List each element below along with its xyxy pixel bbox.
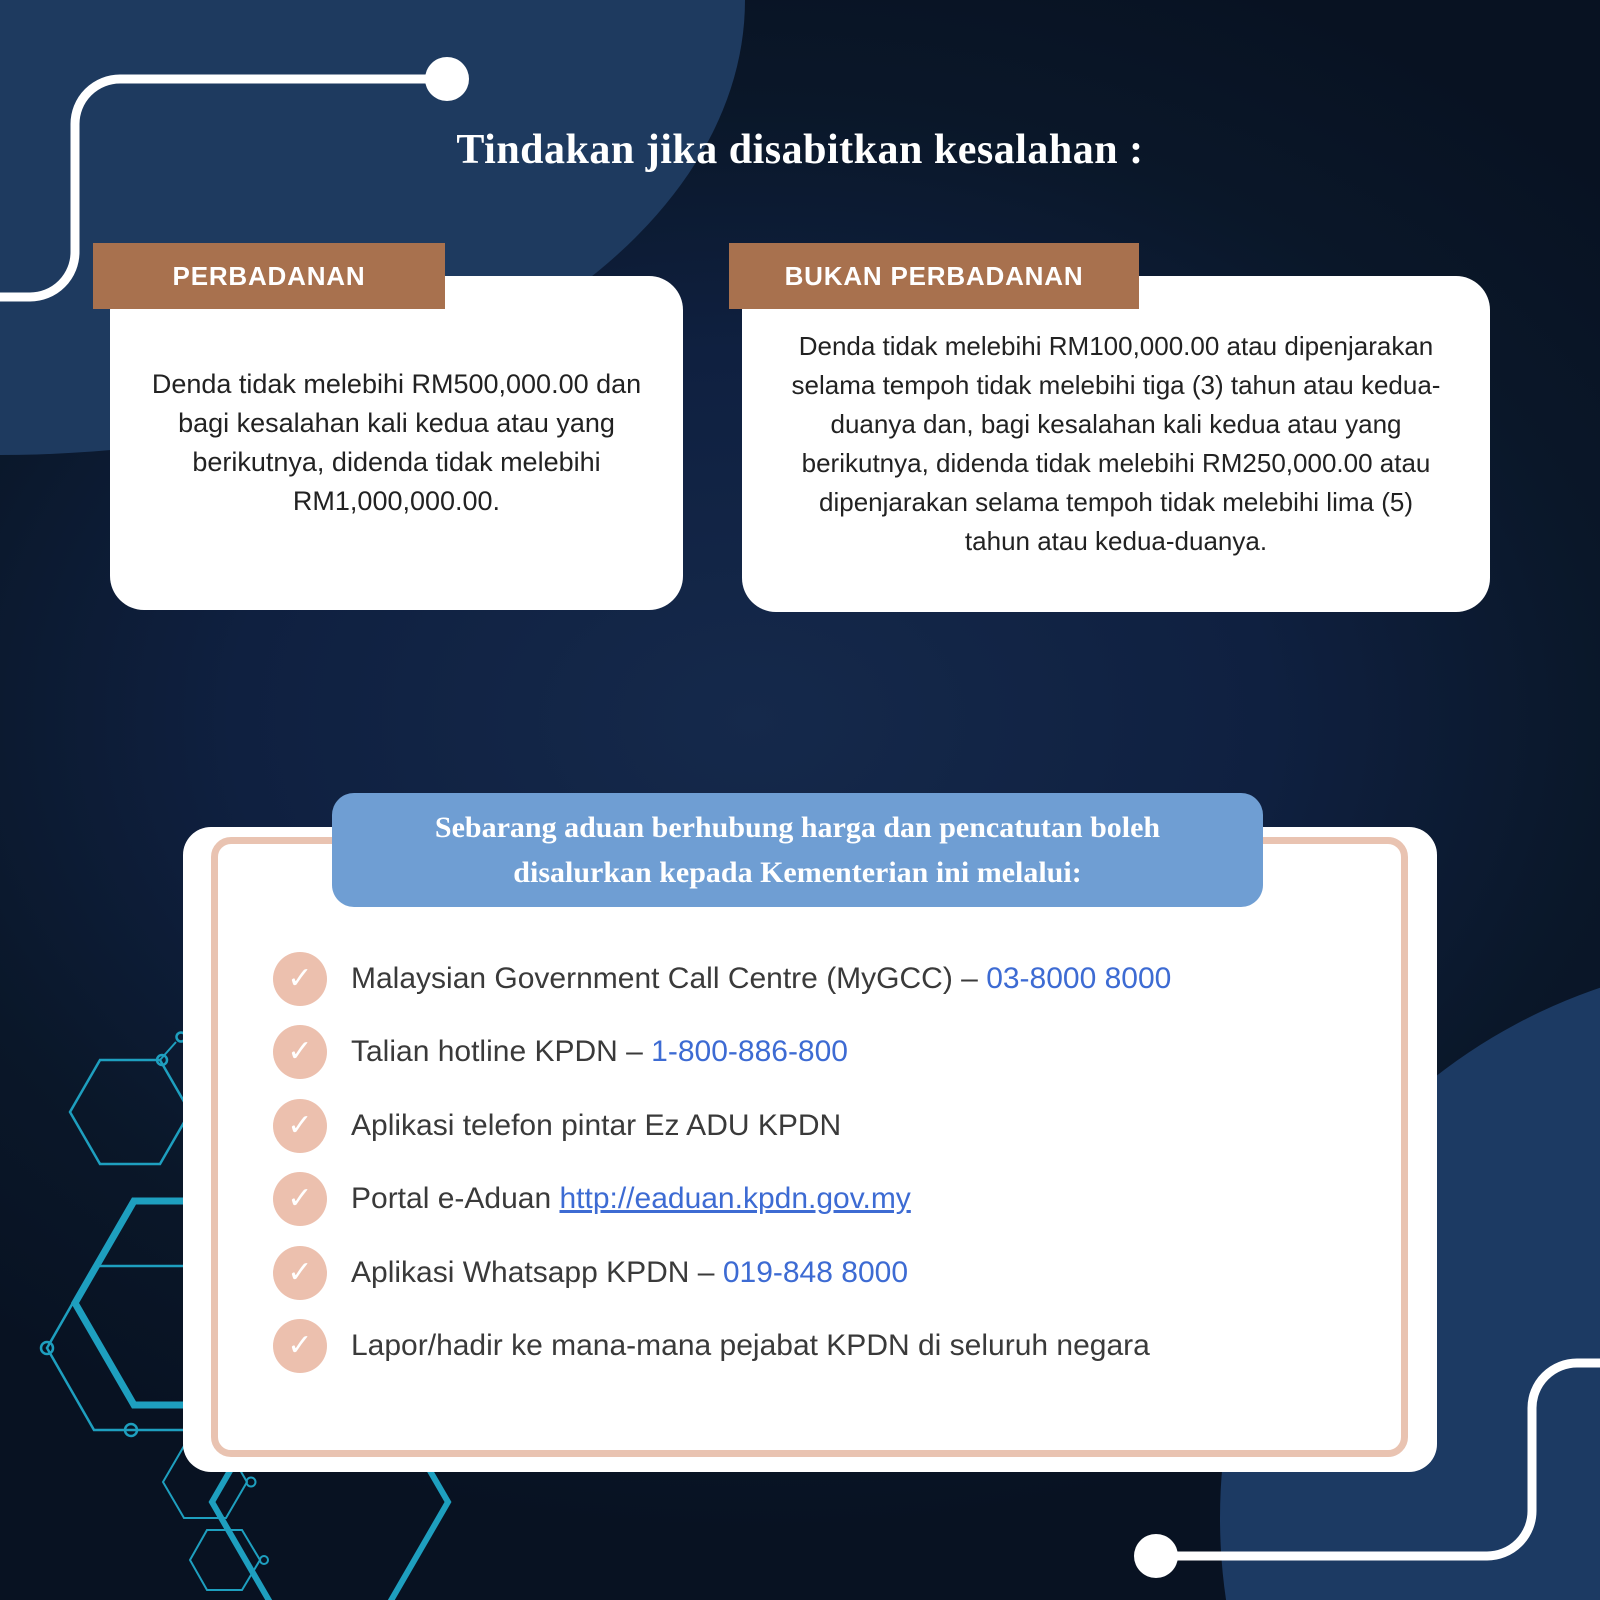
complaint-item-text: Portal e-Aduan (351, 1182, 560, 1216)
page-title: Tindakan jika disabitkan kesalahan : (456, 127, 1144, 173)
phone-number: 1-800-886-800 (651, 1035, 848, 1069)
phone-number: 019-848 8000 (722, 1255, 908, 1289)
complaint-item-text: Aplikasi Whatsapp KPDN – (351, 1255, 723, 1289)
complaint-banner (332, 793, 1263, 907)
check-icon: ✓ (273, 1319, 327, 1373)
check-icon: ✓ (273, 952, 327, 1006)
perbadanan-card (110, 276, 683, 610)
complaint-item-hotline (273, 1016, 1393, 1090)
check-icon: ✓ (273, 1172, 327, 1226)
bukan-perbadanan-header-tag (729, 243, 1139, 309)
complaint-item-office (273, 1310, 1393, 1384)
eaduan-portal-link[interactable]: http://eaduan.kpdn.gov.my (559, 1182, 911, 1216)
complaint-item-text: Lapor/hadir ke mana-mana pejabat KPDN di seluruh negara (351, 1329, 1150, 1363)
complaint-item-text: Malaysian Government Call Centre (MyGCC) – (351, 961, 987, 995)
check-icon: ✓ (273, 1099, 327, 1153)
perbadanan-header-tag (93, 243, 445, 309)
bukan-perbadanan-card (742, 276, 1490, 612)
complaint-item-ezadu-app (273, 1089, 1393, 1163)
phone-number: 03-8000 8000 (986, 961, 1172, 995)
check-icon: ✓ (273, 1246, 327, 1300)
bukan-perbadanan-body-text: Denda tidak melebihi RM100,000.00 atau dipenjarakan selama tempoh tidak melebihi tiga (3) tahun atau kedua-duanya dan, bagi kesalahan kali kedua atau yang berikutnya, didenda tidak melebihi RM250,000.00 atau dipenjarakan selama tempoh tidak melebihi lima (5) tahun atau kedua-duanya. (791, 331, 1441, 556)
perbadanan-body-text: Denda tidak melebihi RM500,000.00 dan bagi kesalahan kali kedua atau yang berikutnya, didenda tidak melebihi RM1,000,000.00. (151, 369, 642, 516)
check-icon: ✓ (273, 1025, 327, 1079)
bukan-perbadanan-header-label: BUKAN PERBADANAN (784, 260, 1084, 291)
complaint-channel-list (273, 942, 1393, 1383)
complaint-banner-text: Sebarang aduan berhubung harga dan pencatutan boleh disalurkan kepada Kementerian ini melalui: (434, 811, 1161, 889)
complaint-item-text: Aplikasi telefon pintar Ez ADU KPDN (351, 1108, 842, 1142)
complaint-item-text: Talian hotline KPDN – (351, 1035, 652, 1069)
complaint-item-whatsapp (273, 1236, 1393, 1310)
perbadanan-header-label: PERBADANAN (172, 260, 366, 291)
complaint-item-mygcc (273, 942, 1393, 1016)
complaint-item-eaduan-portal (273, 1163, 1393, 1237)
